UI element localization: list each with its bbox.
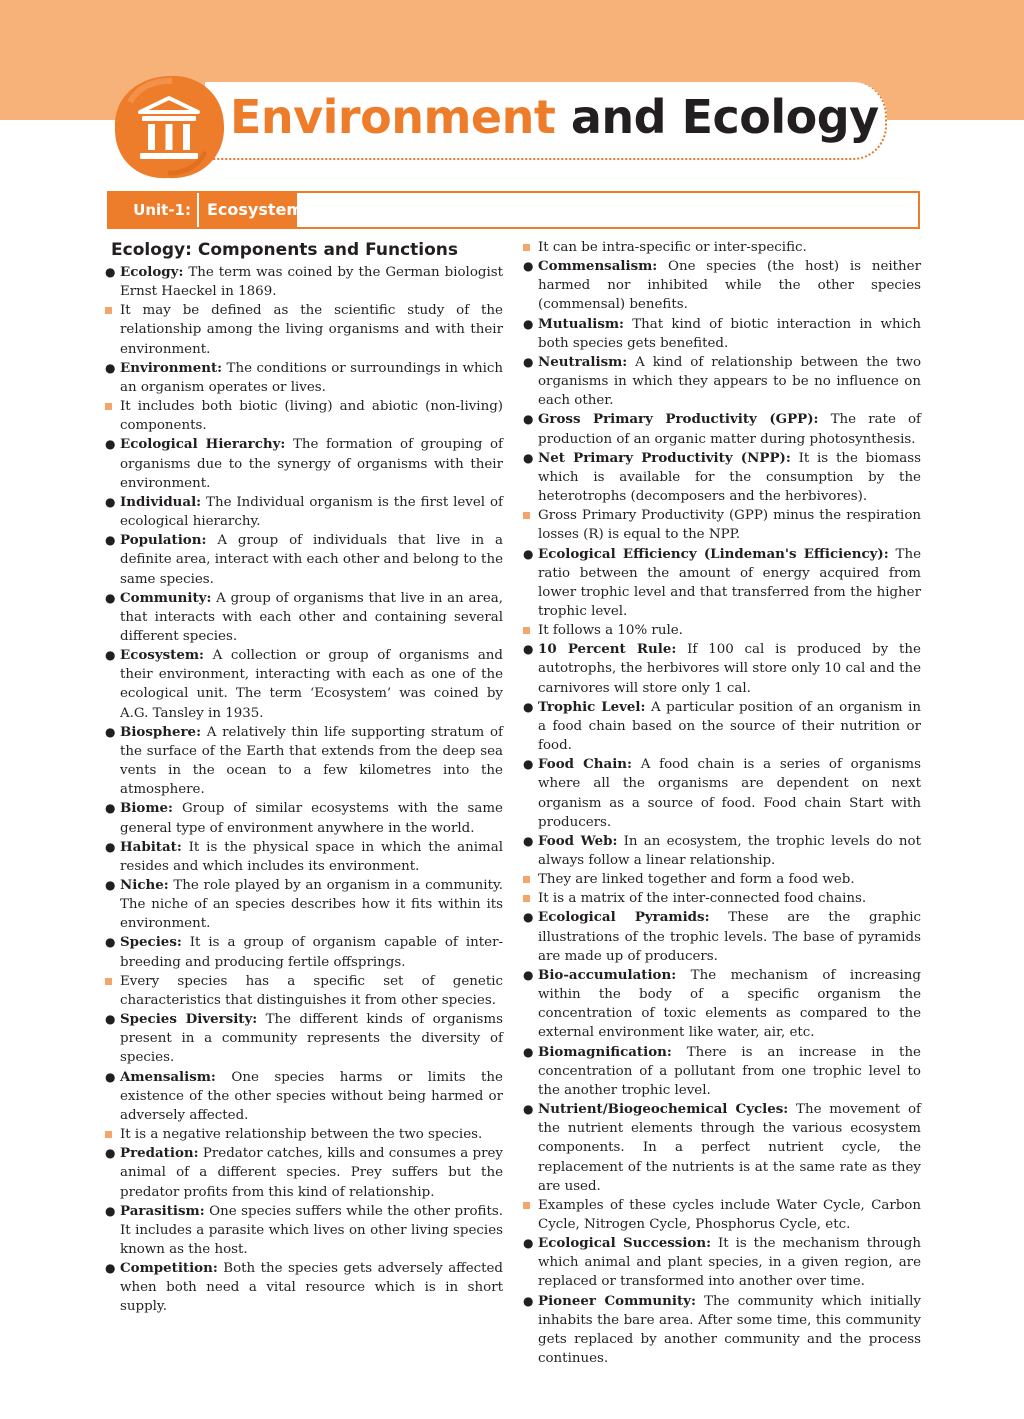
bullet-item: [521, 315, 921, 353]
bullet-item: [103, 1259, 503, 1316]
item-text: They are linked together and form a food web.: [538, 872, 855, 888]
item-term: Food Chain:: [538, 756, 632, 773]
item-text: It is a group of organism capable of inter-breeding and producing fertile offsprings.: [120, 935, 503, 970]
item-text: The mechanism of increasing within the body of a specific organism the concentration of toxic elements as compared to the external environment like water, air, etc.: [538, 967, 921, 1041]
item-text: Group of similar ecosystems with the same general type of environment anywhere in the world.: [120, 801, 503, 836]
right-column: [521, 238, 921, 1368]
item-term: Ecological Hierarchy:: [120, 436, 286, 453]
item-term: Gross Primary Productivity (GPP):: [538, 411, 819, 428]
unit-name: Ecosystem: [199, 193, 297, 227]
item-term: Net Primary Productivity (NPP):: [538, 449, 791, 466]
item-text: The different kinds of organisms present in a community represents the diversity of species.: [120, 1012, 503, 1066]
item-term: Environment:: [120, 359, 223, 376]
item-text: It is the mechanism through which animal and plant species, in a given region, are replaced or transformed into another over time.: [538, 1236, 921, 1290]
item-term: Parasitism:: [120, 1202, 205, 1219]
item-text: One species harms or limits the existence of the other species without being harmed or adversely affected.: [120, 1069, 503, 1123]
item-text: It is the physical space in which the animal resides and which includes its environment.: [120, 839, 503, 874]
bullet-item: [521, 1292, 921, 1369]
bullet-item: [521, 1100, 921, 1196]
item-term: Commensalism:: [538, 258, 658, 275]
sub-point-item: [521, 1196, 921, 1234]
bullet-item: [521, 1043, 921, 1100]
item-term: Ecological Pyramids:: [538, 909, 710, 926]
left-column: [103, 238, 503, 1317]
item-text: It is a matrix of the inter-connected food chains.: [538, 891, 867, 907]
bullet-item: [103, 435, 503, 492]
item-term: Competition:: [120, 1260, 218, 1277]
item-term: Ecological Efficiency (Lindeman's Efficiency):: [538, 545, 889, 562]
bullet-item: [103, 1202, 503, 1259]
bullet-item: [103, 493, 503, 531]
item-term: Amensalism:: [120, 1068, 216, 1085]
item-term: Trophic Level:: [538, 698, 646, 715]
item-text: Gross Primary Productivity (GPP) minus the respiration losses (R) is equal to the NPP.: [538, 508, 921, 543]
title-part-2: and Ecology: [570, 90, 879, 144]
sub-point-item: [521, 870, 921, 889]
sub-point-item: [521, 506, 921, 544]
item-text: A particular position of an organism in a food chain based on the source of their nutrition or food.: [538, 699, 922, 754]
unit-bar: [107, 191, 920, 229]
item-text: A collection or group of organisms and their environment, interacting with each as one of the ecological unit. The term ‘Ecosystem’ was coined by A.G. Tansley in 1935.: [120, 648, 503, 721]
bullet-item: [103, 1010, 503, 1067]
item-term: Ecosystem:: [120, 647, 204, 664]
bullet-item: [103, 838, 503, 876]
bullet-item: [521, 755, 921, 832]
bullet-item: [103, 263, 503, 301]
item-text: In an ecosystem, the trophic levels do not always follow a linear relationship.: [538, 833, 922, 868]
sub-point-item: [521, 889, 921, 908]
bullet-item: [103, 1068, 503, 1125]
unit-label: Unit-1:: [109, 193, 197, 227]
title-part-1: Environment: [230, 90, 556, 144]
item-term: Mutualism:: [538, 315, 624, 332]
item-text: The Individual organism is the first level of ecological hierarchy.: [120, 494, 503, 530]
item-term: Niche:: [120, 877, 169, 893]
item-text: These are the graphic illustrations of the trophic levels. The base of pyramids are made up of producers.: [538, 910, 921, 964]
sub-point-item: [521, 621, 921, 640]
bullet-item: [103, 799, 503, 837]
item-text: Predator catches, kills and consumes a prey animal of a different species. Prey suffers but the predator profits from this kind of relationship.: [120, 1146, 503, 1200]
bullet-item: [521, 449, 921, 506]
bullet-item: [521, 698, 921, 755]
item-text: A group of individuals that live in a definite area, interact with each other and belong to the same species.: [120, 533, 503, 587]
item-term: Biomagnification:: [538, 1043, 672, 1060]
item-text: A food chain is a series of organisms where all the organisms are dependent on next organism as a source of food. Food chain Start with producers.: [538, 757, 922, 830]
bullet-item: [103, 531, 503, 588]
item-term: Ecology:: [120, 264, 184, 280]
item-term: Species:: [120, 934, 182, 951]
item-text: A group of organisms that live in an area, that interacts with each other and containing several different species.: [120, 590, 503, 644]
item-term: Nutrient/Biogeochemical Cycles:: [538, 1101, 789, 1118]
item-text: The formation of grouping of organisms due to the synergy of organisms with their environment.: [120, 437, 503, 491]
item-text: The role played by an organism in a community. The niche of an species describes how it fits within its environment.: [120, 878, 503, 932]
item-term: Habitat:: [120, 838, 182, 855]
item-text: It includes both biotic (living) and abiotic (non-living) components.: [120, 399, 503, 434]
bullet-item: [521, 353, 921, 410]
bullet-item: [103, 589, 503, 646]
pillars-building-icon: [110, 72, 228, 182]
bullet-item: [521, 640, 921, 697]
item-text: The ratio between the amount of energy acquired from lower trophic level and that transferred from the higher trophic level.: [538, 546, 921, 619]
item-text: The conditions or surroundings in which an organism operates or lives.: [120, 360, 503, 395]
item-text: A kind of relationship between the two organisms in which they appears to be no influence on each other.: [538, 354, 921, 409]
item-term: Community:: [120, 589, 212, 606]
item-term: Pioneer Community:: [538, 1292, 696, 1309]
item-term: Biome:: [120, 800, 173, 817]
item-term: Ecological Succession:: [538, 1235, 712, 1252]
item-text: The movement of the nutrient elements through the various ecosystem components. In a perfect nutrient cycle, the replacement of the nutrients is at the same rate as they are used.: [538, 1102, 921, 1194]
item-text: The community which initially inhabits the bare area. After some time, this community gets replaced by another community and the process continues.: [538, 1293, 921, 1367]
item-text: One species suffers while the other profits. It includes a parasite which lives on other living species known as the host.: [120, 1203, 503, 1257]
item-term: Food Web:: [538, 832, 618, 849]
bullet-item: [521, 966, 921, 1043]
item-text: It can be intra-specific or inter-specific.: [538, 240, 807, 255]
item-text: If 100 cal is produced by the autotrophs, the herbivores will store only 10 cal and the carnivores will store only 1 cal.: [538, 642, 921, 696]
item-term: Bio-accumulation:: [538, 966, 677, 983]
sub-point-item: [103, 397, 503, 435]
bullet-item: [521, 908, 921, 965]
item-text: It may be defined as the scientific study of the relationship among the living organisms and with their environment.: [120, 303, 503, 357]
item-term: Individual:: [120, 493, 202, 510]
bullet-item: [103, 359, 503, 397]
item-text: Both the species gets adversely affected when both need a vital resource which is in short supply.: [120, 1261, 503, 1315]
bullet-item: [521, 257, 921, 314]
item-term: Species Diversity:: [120, 1011, 258, 1028]
sub-point-item: [103, 301, 503, 358]
item-term: Population:: [120, 532, 207, 549]
bullet-item: [103, 933, 503, 971]
bullet-item: [521, 1234, 921, 1291]
sub-point-item: [521, 238, 921, 257]
item-term: Predation:: [120, 1145, 199, 1162]
item-text: It is the biomass which is available for the consumption by the heterotrophs (decomposers and the herbivores).: [538, 450, 921, 505]
bullet-item: [103, 646, 503, 723]
page-title: [230, 90, 879, 144]
item-text: One species (the host) is neither harmed nor inhibited while the other species (commensal) benefits.: [538, 259, 921, 313]
item-text: It follows a 10% rule.: [538, 623, 683, 639]
item-text: The rate of production of an organic matter during photosynthesis.: [538, 412, 921, 447]
item-text: Every species has a specific set of genetic characteristics that distinguishes it from other species.: [120, 973, 503, 1008]
bullet-item: [103, 876, 503, 933]
bullet-item: [521, 410, 921, 448]
bullet-item: [521, 545, 921, 622]
section-title: Ecology: Components and Functions: [111, 240, 459, 260]
item-text: That kind of biotic interaction in which both species gets benefited.: [538, 316, 921, 351]
item-text: The term was coined by the German biologist Ernst Haeckel in 1869.: [120, 265, 503, 300]
sub-point-item: [103, 1125, 503, 1144]
item-text: It is a negative relationship between the two species.: [120, 1127, 483, 1143]
sub-point-item: [103, 972, 503, 1010]
bullet-item: [103, 1144, 503, 1201]
item-term: Biosphere:: [120, 723, 202, 740]
item-term: Neutralism:: [538, 353, 628, 370]
item-term: 10 Percent Rule:: [538, 641, 677, 658]
item-text: A relatively thin life supporting stratum of the surface of the Earth that extends from the deep sea vents in the ocean to a few kilometres into the atmosphere.: [120, 724, 503, 798]
item-text: There is an increase in the concentration of a pollutant from one trophic level to the another trophic level.: [538, 1044, 921, 1098]
bullet-item: [103, 723, 503, 800]
item-text: Examples of these cycles include Water Cycle, Carbon Cycle, Nitrogen Cycle, Phosphorus Cycle, etc.: [538, 1197, 921, 1232]
bullet-item: [521, 832, 921, 870]
